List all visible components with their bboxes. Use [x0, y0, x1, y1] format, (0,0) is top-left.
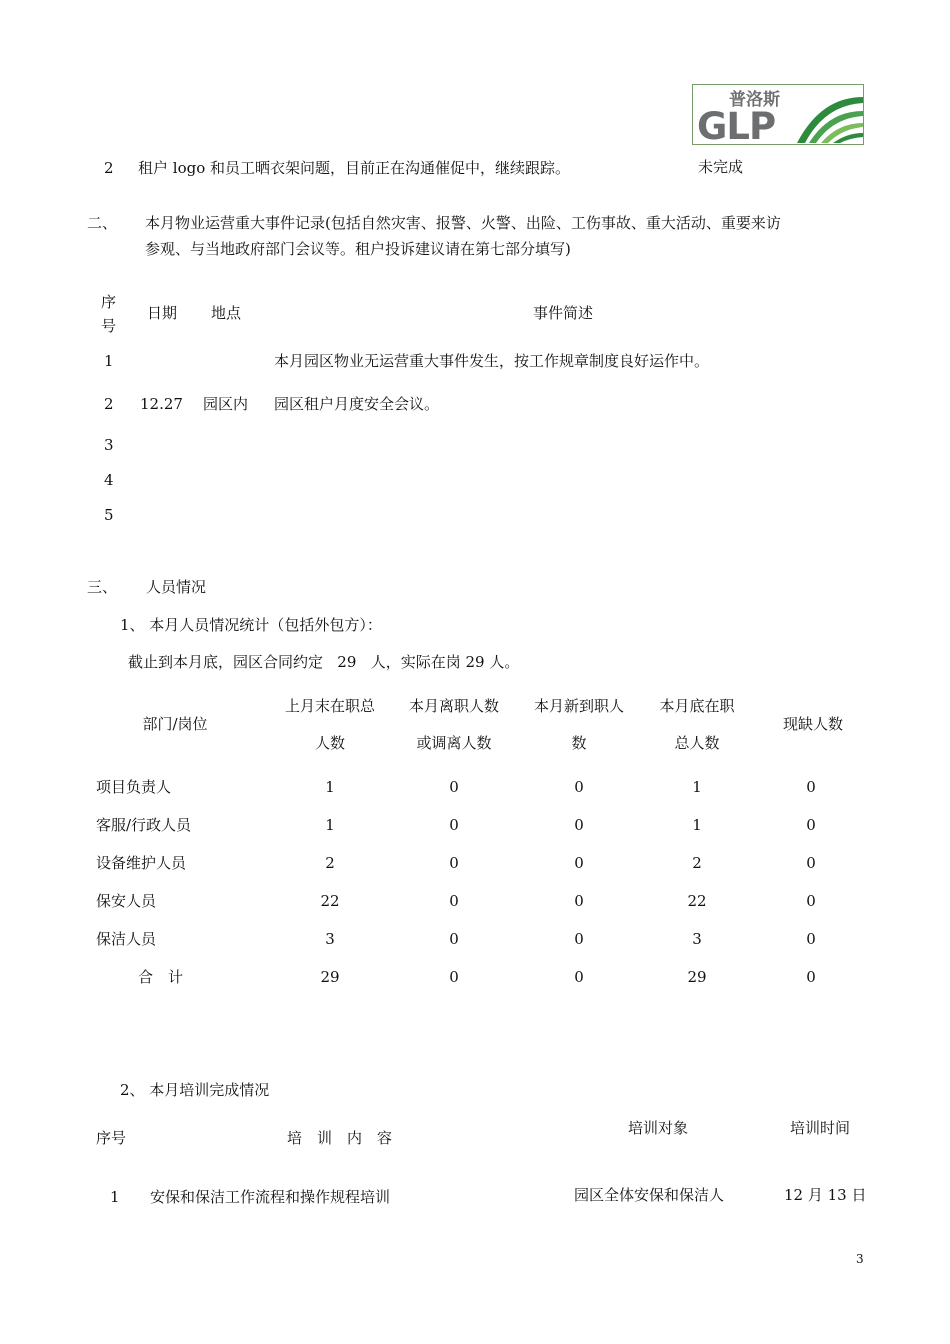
training-header-content: 培 训 内 容: [287, 1129, 393, 1147]
event-seq: 5: [104, 506, 114, 524]
staff-new: 0: [574, 778, 584, 796]
staff-left: 0: [449, 968, 459, 986]
staff-vacant: 0: [806, 892, 816, 910]
staff-vacant: 0: [806, 968, 816, 986]
staff-vacant: 0: [806, 930, 816, 948]
staff-prev: 1: [325, 816, 335, 834]
event-desc: 本月园区物业无运营重大事件发生，按工作规章制度良好运作中。: [274, 352, 710, 370]
event-seq: 3: [104, 436, 114, 454]
pending-item-text: 租户 logo 和员工晒衣架问题，目前正在沟通催促中，继续跟踪。: [138, 159, 570, 177]
staff-new: 0: [574, 892, 584, 910]
training-content: 安保和保洁工作流程和操作规程培训: [150, 1188, 391, 1206]
events-header-seq-a: 序: [101, 293, 117, 311]
event-date: 12.27: [140, 395, 183, 413]
event-place: 园区内: [203, 395, 249, 413]
event-desc: 园区租户月度安全会议。: [274, 395, 440, 413]
staff-total: 22: [687, 892, 707, 910]
pending-item-number: 2: [104, 159, 114, 177]
training-header-seq: 序号: [96, 1129, 127, 1147]
staff-header-vacant: 现缺人数: [782, 715, 843, 733]
staff-vacant: 0: [806, 778, 816, 796]
section2-number: 二、: [87, 214, 118, 232]
staff-header-total-a: 本月底在职: [659, 697, 735, 715]
staff-header-prev-b: 人数: [314, 734, 345, 752]
staff-header-prev-a: 上月末在职总: [284, 697, 375, 715]
staff-left: 0: [449, 930, 459, 948]
staff-prev: 3: [325, 930, 335, 948]
staff-prev: 22: [320, 892, 340, 910]
training-subtitle: 2、 本月培训完成情况: [120, 1081, 270, 1099]
training-time: 12 月 13 日: [784, 1186, 867, 1204]
events-header-date: 日期: [147, 304, 178, 322]
staff-left: 0: [449, 854, 459, 872]
staff-prev: 29: [320, 968, 340, 986]
staff-total: 29: [687, 968, 707, 986]
section3-subtitle1: 1、 本月人员情况统计（包括外包方）：: [120, 616, 382, 634]
events-header-desc: 事件简述: [533, 304, 594, 322]
staff-dept: 合 计: [138, 968, 184, 986]
staff-header-dept: 部门/岗位: [142, 715, 208, 733]
staff-total: 3: [692, 930, 702, 948]
staff-vacant: 0: [806, 854, 816, 872]
staff-prev: 2: [325, 854, 335, 872]
training-seq: 1: [110, 1188, 120, 1206]
staff-vacant: 0: [806, 816, 816, 834]
pending-item-status: 未完成: [698, 158, 744, 176]
staff-total: 1: [692, 816, 702, 834]
event-seq: 1: [104, 352, 114, 370]
event-seq: 2: [104, 395, 114, 413]
staff-header-total-b: 总人数: [674, 734, 720, 752]
staff-dept: 保洁人员: [96, 930, 157, 948]
training-target: 园区全体安保和保洁人: [574, 1186, 725, 1204]
staff-dept: 客服/行政人员: [96, 816, 192, 834]
staff-new: 0: [574, 968, 584, 986]
staff-summary: 截止到本月底，园区合同约定 29 人，实际在岗 29 人。: [128, 653, 520, 671]
staff-new: 0: [574, 930, 584, 948]
logo-en-text: GLP: [697, 105, 776, 144]
logo-cn-text: 普洛斯: [729, 90, 780, 110]
training-header-target: 培训对象: [628, 1119, 689, 1137]
staff-total: 2: [692, 854, 702, 872]
events-header-seq-b: 号: [101, 317, 117, 335]
section2-title-line2: 参观、与当地政府部门会议等。租户投诉建议请在第七部分填写): [145, 240, 571, 258]
staff-header-left-a: 本月离职人数: [408, 697, 499, 715]
staff-header-left-b: 或调离人数: [416, 734, 492, 752]
staff-new: 0: [574, 854, 584, 872]
page-number: 3: [856, 1252, 864, 1266]
glp-logo: [692, 84, 864, 145]
staff-header-new-a: 本月新到职人: [533, 697, 624, 715]
glp-logo-graphic: [693, 85, 863, 144]
section3-title: 人员情况: [146, 578, 207, 596]
logo-swoosh-icon: [797, 97, 863, 143]
staff-prev: 1: [325, 778, 335, 796]
staff-left: 0: [449, 816, 459, 834]
section2-title-line1: 本月物业运营重大事件记录(包括自然灾害、报警、火警、出险、工伤事故、重大活动、重要来访: [145, 214, 781, 232]
staff-dept: 保安人员: [96, 892, 157, 910]
staff-total: 1: [692, 778, 702, 796]
staff-new: 0: [574, 816, 584, 834]
staff-left: 0: [449, 778, 459, 796]
event-seq: 4: [104, 471, 114, 489]
staff-left: 0: [449, 892, 459, 910]
training-header-time: 培训时间: [790, 1119, 851, 1137]
section3-number: 三、: [87, 578, 118, 596]
staff-dept: 设备维护人员: [96, 854, 187, 872]
events-header-place: 地点: [211, 304, 242, 322]
staff-dept: 项目负责人: [96, 778, 172, 796]
staff-header-new-b: 数: [571, 734, 587, 752]
